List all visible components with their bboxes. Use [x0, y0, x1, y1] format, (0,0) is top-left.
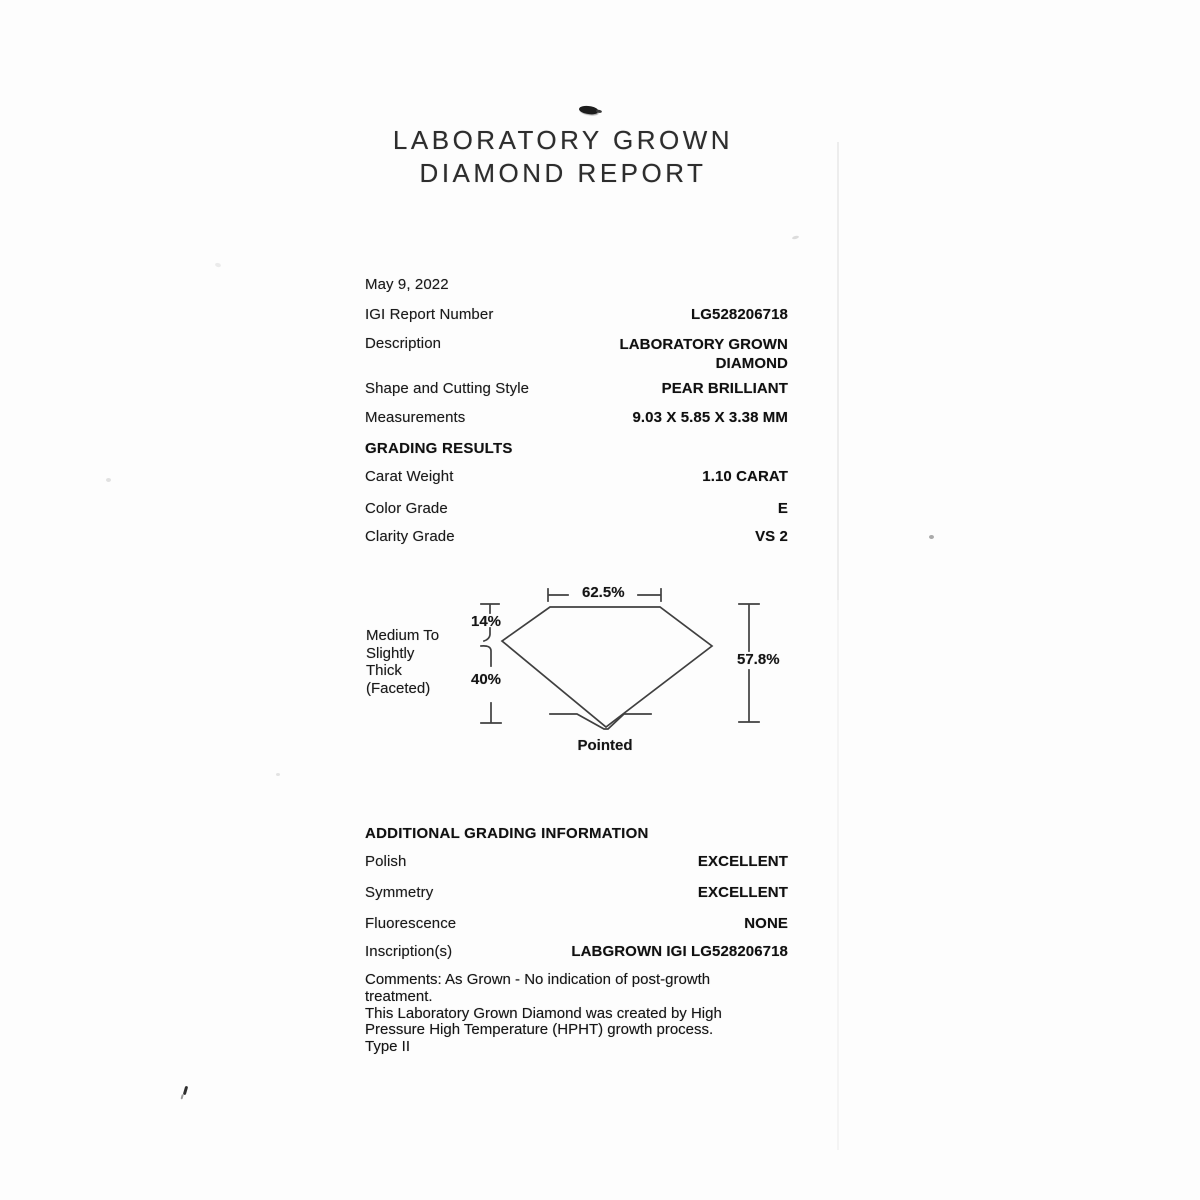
field-label: IGI Report Number	[365, 306, 494, 323]
field-value-line1: LABORATORY GROWN	[619, 336, 788, 353]
grading-results-header-row	[365, 440, 788, 457]
additional-row-symmetry	[365, 884, 788, 901]
comments-line: This Laboratory Grown Diamond was created by High	[365, 1004, 722, 1022]
field-label: Shape and Cutting Style	[365, 380, 530, 397]
field-label: Description	[365, 335, 442, 352]
depth-percentage-label: 57.8%	[737, 651, 780, 668]
field-value: PEAR BRILLIANT	[661, 380, 788, 397]
grading-results-header: GRADING RESULTS	[365, 440, 513, 457]
field-value: 9.03 X 5.85 X 3.38 MM	[632, 409, 788, 426]
field-value: NONE	[744, 915, 788, 932]
field-label: Color Grade	[365, 500, 448, 517]
field-row-description	[365, 335, 788, 373]
field-value: EXCELLENT	[697, 884, 788, 901]
comments-block	[365, 972, 795, 1056]
report-title	[393, 124, 733, 190]
girdle-hook	[481, 646, 491, 666]
report-title-line1: LABORATORY GROWN	[392, 125, 734, 155]
field-label: Carat Weight	[365, 468, 454, 485]
scan-fold-line	[837, 142, 839, 600]
comments-line: Pressure High Temperature (HPHT) growth process.	[365, 1021, 714, 1039]
comments-line: Type II	[365, 1038, 411, 1056]
pavilion-percentage-label: 40%	[470, 671, 502, 688]
diamond-outline	[502, 607, 712, 727]
field-label: Measurements	[365, 409, 466, 426]
additional-grading-header: ADDITIONAL GRADING INFORMATION	[365, 825, 649, 842]
field-value	[619, 335, 788, 373]
grading-row-color-grade	[365, 500, 788, 517]
field-value: E	[777, 500, 788, 517]
report-date: May 9, 2022	[365, 276, 449, 293]
field-label: Fluorescence	[365, 915, 457, 932]
field-value: LG528206718	[690, 306, 788, 323]
grading-row-clarity-grade	[365, 528, 788, 545]
pavilion-measure	[481, 703, 501, 723]
additional-row-polish	[365, 853, 788, 870]
crown-percentage-label: 14%	[470, 613, 502, 630]
scan-dot-artifact	[929, 535, 934, 539]
field-value-line2: DIAMOND	[715, 355, 788, 372]
girdle-description-label: Medium To Slightly Thick (Faceted)	[366, 627, 440, 697]
field-label: Inscription(s)	[365, 943, 453, 960]
grading-row-carat-weight	[365, 468, 788, 485]
field-row-shape	[365, 380, 788, 397]
field-value: EXCELLENT	[697, 853, 788, 870]
report-date-row	[365, 276, 788, 293]
comments-line: Comments: As Grown - No indication of post-growth	[365, 971, 711, 988]
field-label: Symmetry	[365, 884, 434, 901]
field-row-measurements	[365, 409, 788, 426]
field-value: VS 2	[755, 528, 788, 545]
field-value: LABGROWN IGI LG528206718	[571, 943, 788, 960]
additional-row-inscriptions	[365, 943, 788, 960]
scan-speck	[276, 773, 280, 776]
table-percentage-label: 62.5%	[582, 584, 625, 601]
scan-fold-line	[837, 600, 839, 1150]
additional-grading-header-row	[365, 825, 788, 842]
culet-label: Pointed	[577, 737, 633, 754]
comments-line: treatment.	[365, 987, 433, 1005]
additional-row-fluorescence	[365, 915, 788, 932]
field-row-igi-report-number	[365, 306, 788, 323]
field-value: 1.10 CARAT	[702, 468, 788, 485]
field-label: Polish	[365, 853, 407, 870]
field-label: Clarity Grade	[365, 528, 455, 545]
scan-speck	[106, 478, 111, 482]
report-title-line2: DIAMOND REPORT	[419, 158, 707, 188]
